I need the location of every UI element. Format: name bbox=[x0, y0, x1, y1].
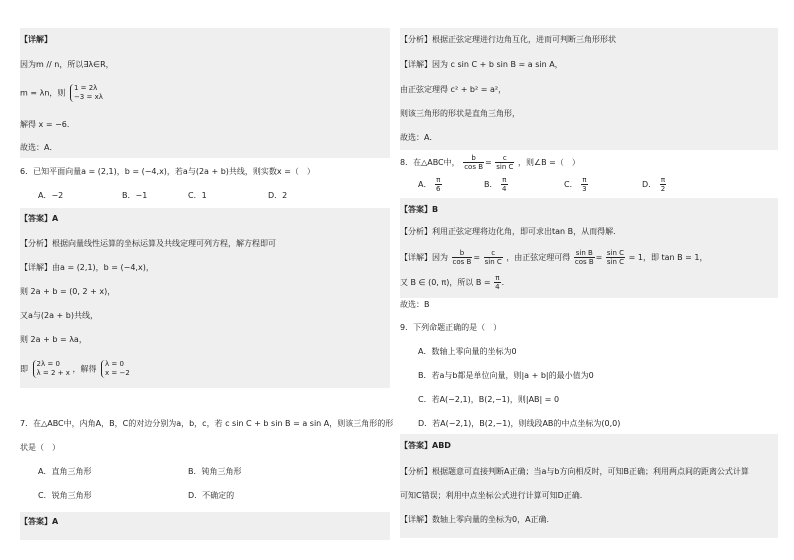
q8-option-d-num: π bbox=[660, 176, 666, 184]
q9-option-c: C．若A(−2,1)，B(2,−1)，则|AB| = 0 bbox=[418, 395, 560, 404]
q8-detail-frac-2-num: c bbox=[484, 249, 503, 258]
q5-detail-line-1: 因为m // n，所以∃λ∈R， bbox=[20, 60, 114, 69]
q6-detail-1: 【详解】由a = (2,1)，b = (−4,x)， bbox=[20, 263, 154, 272]
q8-detail-2: 又 B ∈ (0, π)，所以 B = $\frac{\pi}{4}$ ． bbox=[400, 274, 510, 291]
shade-left-bottom bbox=[20, 512, 390, 540]
q8-option-d bbox=[642, 176, 667, 193]
q8-detail-1-mid: ，由正弦定理可得 bbox=[506, 253, 571, 262]
q8-detail-2-frac bbox=[494, 274, 500, 291]
q8-frac2-den: sin C bbox=[496, 163, 514, 171]
q8-detail-frac-1-den: cos B bbox=[452, 258, 472, 266]
q8-option-b-den: 4 bbox=[502, 185, 507, 193]
q6-system-1 bbox=[33, 360, 70, 378]
q6-option-d: D．2 bbox=[268, 191, 288, 200]
q8-option-b-label: B． bbox=[484, 180, 498, 189]
q7-detail-1: 【详解】因为 c sin C + b sin B = a sin A， bbox=[400, 60, 563, 69]
q7-answer: 【答案】A bbox=[20, 517, 59, 526]
q5-equation-system bbox=[70, 84, 103, 102]
q6-sys1-eq1: 2λ = 0 bbox=[36, 360, 60, 368]
q8-option-c-frac bbox=[581, 176, 587, 193]
q7-option-a: A．直角三角形 bbox=[38, 467, 92, 476]
q8-frac1-den: cos B bbox=[464, 163, 484, 171]
q8-frac-b-cosb bbox=[463, 154, 484, 171]
q6-detail-5 bbox=[20, 360, 130, 378]
q5-detail-label: 【详解】 bbox=[20, 35, 52, 44]
q8-detail-frac-4 bbox=[606, 249, 625, 266]
q8-option-c-label: C． bbox=[564, 180, 578, 189]
q5-detail-line-2 bbox=[20, 84, 103, 102]
q8-option-a bbox=[418, 176, 443, 193]
q8-detail-frac-3 bbox=[574, 249, 595, 266]
q8-detail-2-den: 4 bbox=[495, 283, 500, 291]
q6-stem: 6．已知平面向量a = (2,1)，b = (−4,x)，若a与(2a + b)共线，则实数x =（ ） bbox=[20, 167, 315, 176]
q8-choice: 故选：B bbox=[400, 300, 430, 309]
q6-detail-5-mid: ，解得 bbox=[72, 364, 97, 374]
q5-solution: 解得 x = −6． bbox=[20, 120, 75, 129]
q8-option-c-num: π bbox=[582, 176, 587, 184]
q9-option-a: A．数轴上零向量的坐标为0 bbox=[418, 347, 517, 356]
q6-system-2 bbox=[101, 360, 130, 378]
q7-detail-2: 由正弦定理得 c² + b² = a²， bbox=[400, 85, 507, 94]
q8-option-c-den: 3 bbox=[582, 185, 587, 193]
q7-option-d: D．不确定的 bbox=[188, 491, 235, 500]
q6-sys2-eq1: λ = 0 bbox=[105, 360, 124, 368]
q6-option-a: A．−2 bbox=[38, 191, 64, 200]
q8-option-a-den: 6 bbox=[436, 185, 441, 193]
q8-stem: 8．在△ABC中， $\frac{b}{\text{cos B}}$ = $\frac{c}{\text{sin C}}$ ，则∠B =（ ） bbox=[400, 154, 580, 171]
q8-option-d-frac bbox=[660, 176, 666, 193]
q8-frac-c-sinc bbox=[495, 154, 514, 171]
q8-option-a-label: A． bbox=[418, 180, 432, 189]
q8-option-d-den: 2 bbox=[660, 185, 666, 193]
q6-detail-2: 则 2a + b = (0, 2 + x)， bbox=[20, 287, 116, 296]
q6-sys1-eq2: λ = 2 + x bbox=[36, 369, 70, 377]
q8-stem-pre: 8．在△ABC中， bbox=[400, 158, 460, 167]
q5-detail-line-2-pre: m = λn，则 bbox=[20, 88, 66, 98]
q9-analysis-2: 可知C错误；利用中点坐标公式进行计算可知D正确． bbox=[400, 491, 588, 500]
q8-detail-frac-2 bbox=[484, 249, 503, 266]
q8-detail-frac-4-den: sin C bbox=[606, 258, 625, 266]
q8-option-b-num: π bbox=[502, 176, 507, 184]
q8-frac2-num: c bbox=[495, 154, 514, 163]
q5-eq-2: −3 = xλ bbox=[73, 93, 103, 101]
q7-detail-4: 故选：A． bbox=[400, 133, 438, 142]
q7-stem-line-1: 7．在△ABC中，内角A，B，C的对边分别为a，b，c，若 c sin C + b sin B = a sin A，则该三角形的形 bbox=[20, 419, 394, 428]
q8-detail-frac-3-num: sin B bbox=[575, 249, 593, 257]
q8-detail-frac-1 bbox=[452, 249, 473, 266]
q9-answer: 【答案】ABD bbox=[400, 441, 451, 450]
q8-analysis: 【分析】利用正弦定理将边化角，即可求出tan B，从而得解． bbox=[400, 227, 622, 236]
q8-answer: 【答案】B bbox=[400, 205, 439, 214]
q9-analysis-1: 【分析】根据题意可直接判断A正确；当a与b方向相反时，可知B正确；利用两点间的距离公式计算 bbox=[400, 467, 749, 476]
q8-option-d-label: D． bbox=[642, 180, 657, 189]
q6-detail-4: 则 2a + b = λa， bbox=[20, 335, 87, 344]
q8-option-b bbox=[484, 176, 509, 193]
q8-stem-post: ，则∠B =（ ） bbox=[517, 158, 580, 167]
q8-detail-frac-3-den: cos B bbox=[574, 258, 594, 266]
q7-option-b: B．钝角三角形 bbox=[188, 467, 242, 476]
q7-detail-3: 则该三角形的形状是直角三角形， bbox=[400, 109, 520, 118]
q8-option-b-frac bbox=[501, 176, 507, 193]
q9-option-b: B．若a与b都是单位向量，则|a + b|的最小值为0 bbox=[418, 371, 594, 380]
q7-stem-line-2: 状是（ ） bbox=[20, 443, 60, 452]
q9-option-d: D．若A(−2,1)，B(2,−1)，则线段AB的中点坐标为(0,0) bbox=[418, 419, 621, 428]
q9-detail-1: 【详解】数轴上零向量的坐标为0，A正确. bbox=[400, 515, 550, 524]
q8-option-a-num: π bbox=[436, 176, 441, 184]
q8-detail-2-pre: 又 B ∈ (0, π)，所以 B = bbox=[400, 278, 491, 287]
q8-detail-frac-4-num: sin C bbox=[606, 249, 625, 257]
q8-option-c bbox=[564, 176, 589, 193]
q8-detail-frac-1-num: b bbox=[452, 249, 473, 258]
q7-analysis: 【分析】根据正弦定理进行边角互化，进而可判断三角形形状 bbox=[400, 35, 616, 44]
q8-detail-1: 【详解】因为 $\frac{b}{\text{cos B}}$ = $\frac{c}{\text{sin C}}$ ，由正弦定理可得 $\frac{\text{sin B}}{\text{cos B}}$ = $\frac{\text{sin C}}{\text{sin C}}$ = 1，即 tan B = 1， bbox=[400, 249, 708, 266]
q8-detail-2-num: π bbox=[495, 274, 500, 282]
q8-detail-1-pre: 【详解】因为 bbox=[400, 253, 448, 262]
q6-detail-5-pre: 即 bbox=[20, 364, 28, 374]
q5-choice: 故选：A． bbox=[20, 143, 58, 152]
q8-frac1-num: b bbox=[463, 154, 484, 163]
q6-option-b: B．−1 bbox=[122, 191, 148, 200]
q8-detail-1-post: = 1，即 tan B = 1， bbox=[628, 253, 708, 262]
q6-sys2-eq2: x = −2 bbox=[105, 369, 130, 377]
q6-answer: 【答案】A bbox=[20, 214, 59, 223]
q6-detail-3: 又a与(2a + b)共线， bbox=[20, 311, 99, 320]
q9-stem: 9．下列命题正确的是（ ） bbox=[400, 323, 502, 332]
q7-option-c: C．锐角三角形 bbox=[38, 491, 92, 500]
q8-detail-frac-2-den: sin C bbox=[484, 258, 502, 266]
q6-analysis: 【分析】根据向量线性运算的坐标运算及共线定理可列方程，解方程即可 bbox=[20, 239, 276, 248]
q6-option-c: C．1 bbox=[188, 191, 207, 200]
q5-eq-1: 1 = 2λ bbox=[73, 84, 98, 92]
q8-option-a-frac bbox=[435, 176, 441, 193]
